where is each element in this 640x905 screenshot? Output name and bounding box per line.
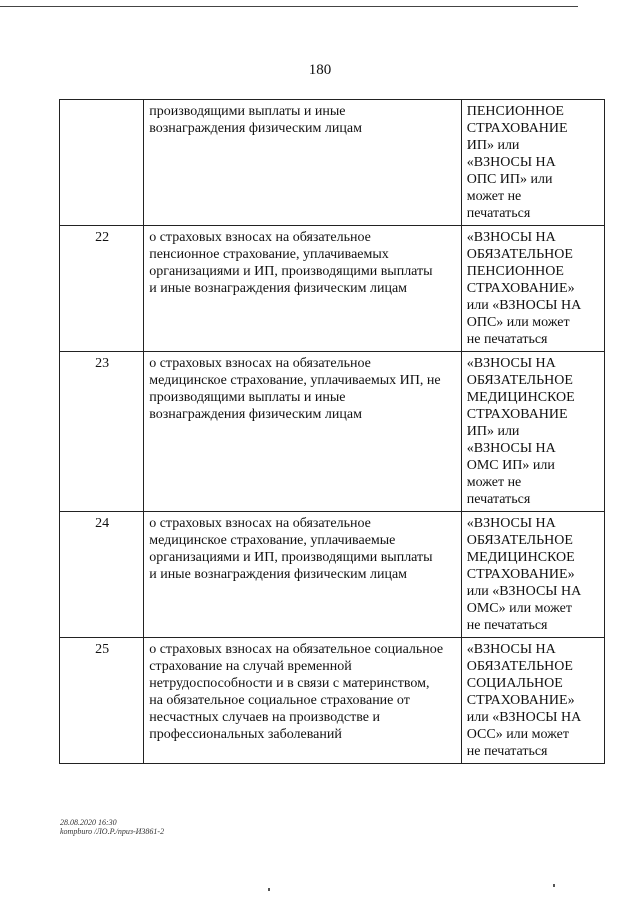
row-print-label: «ВЗНОСЫ НА ОБЯЗАТЕЛЬНОЕ СОЦИАЛЬНОЕ СТРАХОВАНИЕ» или «ВЗНОСЫ НА ОСС» или может не печататься: [466, 642, 582, 759]
table-row: [60, 352, 605, 512]
print-label-cell: [461, 638, 604, 764]
description-cell: [144, 100, 462, 226]
print-label-cell: [461, 352, 604, 512]
print-label-cell: [461, 226, 604, 352]
footer-date: 28.08.2020 16:30: [60, 818, 117, 827]
row-number: 23: [95, 356, 110, 371]
row-description: о страховых взносах на обязательное медицинское страхование, уплачиваемые организациями и ИП, производящими выплаты и иные вознаграждения физическим лицам: [149, 516, 433, 582]
page-top-rule: [0, 6, 578, 7]
row-description: о страховых взносах на обязательное пенсионное страхование, уплачиваемых организациями и ИП, производящими выплаты и иные вознаграждения физическим лицам: [149, 230, 433, 296]
document-table: [59, 99, 605, 764]
row-number-cell: [60, 226, 144, 352]
page-number: 180: [308, 62, 332, 78]
table-row: [60, 512, 605, 638]
document-footer: [60, 818, 164, 836]
description-cell: [144, 226, 462, 352]
description-cell: [144, 512, 462, 638]
description-cell: [144, 352, 462, 512]
scan-speck: [268, 888, 270, 891]
print-label-cell: [461, 100, 604, 226]
description-cell: [144, 638, 462, 764]
row-print-label: «ВЗНОСЫ НА ОБЯЗАТЕЛЬНОЕ МЕДИЦИНСКОЕ СТРАХОВАНИЕ ИП» или «ВЗНОСЫ НА ОМС ИП» или может не печататься: [466, 356, 575, 507]
row-number-cell: [60, 638, 144, 764]
table-row: [60, 100, 605, 226]
row-number: 25: [95, 642, 110, 657]
footer-path: kompburo /ЛО.Р./приз-И3861-2: [60, 827, 165, 836]
row-print-label: «ВЗНОСЫ НА ОБЯЗАТЕЛЬНОЕ МЕДИЦИНСКОЕ СТРАХОВАНИЕ» или «ВЗНОСЫ НА ОМС» или может не печататься: [466, 516, 582, 633]
row-number: 24: [95, 516, 110, 531]
row-print-label: ПЕНСИОННОЕ СТРАХОВАНИЕ ИП» или «ВЗНОСЫ НА ОПС ИП» или может не печататься: [466, 104, 568, 221]
row-print-label: «ВЗНОСЫ НА ОБЯЗАТЕЛЬНОЕ ПЕНСИОННОЕ СТРАХОВАНИЕ» или «ВЗНОСЫ НА ОПС» или может не печататься: [466, 230, 582, 347]
table-row: [60, 638, 605, 764]
row-description: производящими выплаты и иные вознаграждения физическим лицам: [149, 104, 362, 136]
row-number-cell: [60, 100, 144, 226]
row-description: о страховых взносах на обязательное социальное страхование на случай временной нетрудоспособности и в связи с материнством, на обязательное социальное страхование от несчастных случаев на производстве и профессиональных заболеваний: [149, 642, 444, 742]
row-description: о страховых взносах на обязательное медицинское страхование, уплачиваемых ИП, не производящими выплаты и иные вознаграждения физическим лицам: [149, 356, 441, 422]
row-number-cell: [60, 512, 144, 638]
table-row: [60, 226, 605, 352]
row-number: 22: [95, 230, 110, 245]
print-label-cell: [461, 512, 604, 638]
scan-speck: [553, 884, 555, 887]
row-number-cell: [60, 352, 144, 512]
